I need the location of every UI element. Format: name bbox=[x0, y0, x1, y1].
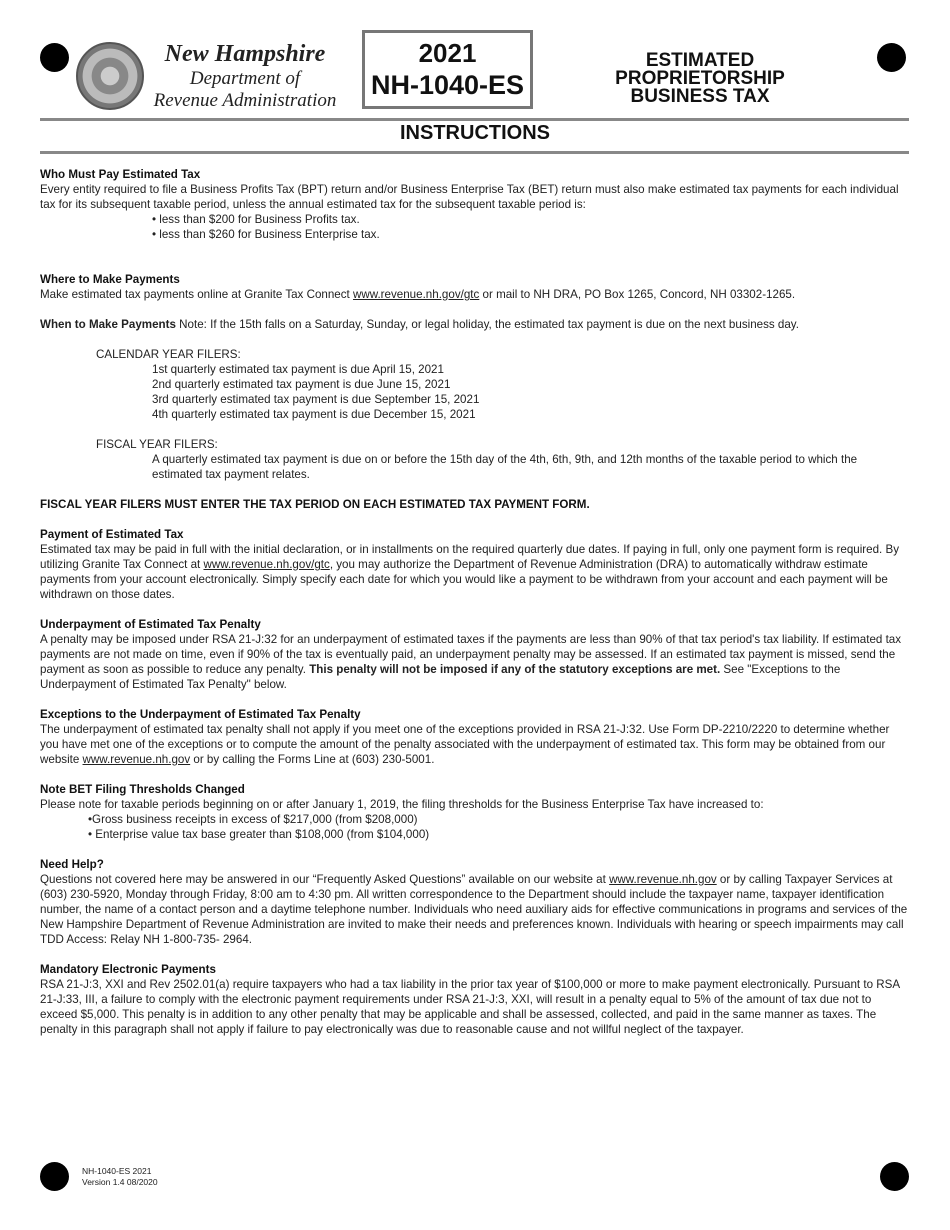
where-text-1: Make estimated tax payments online at Granite Tax Connect bbox=[40, 288, 353, 301]
form-footer bbox=[82, 1166, 158, 1188]
gtc-link[interactable]: www.revenue.nh.gov/gtc bbox=[203, 558, 330, 571]
agency-line-3: Revenue Administration bbox=[153, 90, 337, 111]
revenue-link[interactable]: www.revenue.nh.gov bbox=[609, 873, 717, 886]
bet-text: Please note for taxable periods beginning on or after January 1, 2019, the filing thresholds for the Business Enterprise Tax have increased to: bbox=[40, 798, 764, 811]
calendar-q2: 2nd quarterly estimated tax payment is due June 15, 2021 bbox=[152, 378, 451, 391]
help-text bbox=[40, 872, 910, 947]
registration-mark bbox=[40, 43, 69, 72]
calendar-label: CALENDAR YEAR FILERS: bbox=[96, 348, 241, 361]
registration-mark bbox=[877, 43, 906, 72]
form-id-box bbox=[362, 30, 533, 109]
payment-heading: Payment of Estimated Tax bbox=[40, 528, 184, 541]
when-line bbox=[40, 317, 910, 332]
bet-heading: Note BET Filing Thresholds Changed bbox=[40, 783, 245, 796]
exceptions-text-2: or by calling the Forms Line at (603) 230-5001. bbox=[190, 753, 435, 766]
exceptions-text bbox=[40, 722, 910, 767]
underpayment-text-2: See "Exceptions to the Underpayment of Estimated Tax Penalty" below. bbox=[40, 663, 841, 691]
header-rule bbox=[40, 118, 909, 121]
calendar-q1: 1st quarterly estimated tax payment is due April 15, 2021 bbox=[152, 363, 444, 376]
form-number: NH-1040-ES bbox=[370, 70, 525, 100]
footer-form-id: NH-1040-ES 2021 bbox=[82, 1166, 152, 1176]
payment-text bbox=[40, 542, 910, 602]
where-text-2: or mail to NH DRA, PO Box 1265, Concord, NH 03302-1265. bbox=[479, 288, 796, 301]
revenue-link[interactable]: www.revenue.nh.gov bbox=[82, 753, 191, 766]
exceptions-text-1: The underpayment of estimated tax penalty shall not apply if you meet one of the exceptions provided in RSA 21-J:32. Use Form DP-2210/2220 to determine whether you have met one of the exceptions or to compute the amount of the penalty associated with the underpayment of estimated tax. This form may be obtained from our website bbox=[40, 723, 890, 766]
payment-text-1: Estimated tax may be paid in full with the initial declaration, or in installments on the required quarterly due dates. If paying in full, only one payment form is required. By utilizing Granite Tax Connect at bbox=[40, 543, 900, 571]
title-rule bbox=[40, 151, 909, 154]
tax-name-line-3: BUSINESS TAX bbox=[630, 86, 770, 107]
underpayment-text bbox=[40, 632, 910, 692]
payment-text-2: , you may authorize the Department of Revenue Administration (DRA) to automatically withdraw estimate payments from your account electronically. Simply specify each date for which you would like a payment to be withdrawn from your account and each payment will be withdrawn on those dates. bbox=[40, 558, 888, 601]
registration-mark bbox=[40, 1162, 69, 1191]
where-heading: Where to Make Payments bbox=[40, 273, 180, 286]
footer-version: Version 1.4 08/2020 bbox=[82, 1177, 158, 1187]
registration-mark bbox=[880, 1162, 909, 1191]
tax-name bbox=[590, 52, 810, 106]
underpayment-heading: Underpayment of Estimated Tax Penalty bbox=[40, 618, 261, 631]
gtc-link[interactable]: www.revenue.nh.gov/gtc bbox=[352, 288, 480, 301]
instructions-body bbox=[40, 167, 910, 1037]
calendar-q3: 3rd quarterly estimated tax payment is due September 15, 2021 bbox=[152, 393, 480, 406]
when-heading: When to Make Payments bbox=[40, 318, 176, 331]
mandatory-heading: Mandatory Electronic Payments bbox=[40, 963, 216, 976]
underpayment-bold: This penalty will not be imposed if any of the statutory exceptions are met. bbox=[309, 663, 721, 676]
agency-line-2: Department of bbox=[189, 68, 301, 89]
where-text bbox=[40, 287, 910, 302]
state-seal-icon bbox=[76, 42, 144, 110]
calendar-q4: 4th quarterly estimated tax payment is due December 15, 2021 bbox=[152, 408, 476, 421]
who-bullet-bpt: • less than $200 for Business Profits tax. bbox=[152, 213, 360, 226]
underpayment-text-1: A penalty may be imposed under RSA 21-J:32 for an underpayment of estimated taxes if the payments are less than 90% of that tax period's tax liability. If estimated tax payments are not made on time, even if 90% of the tax is eventually paid, an underpayment penalty may be assessed. If an estimated tax payment is missed, send the payment as soon as possible to reduce any penalty. bbox=[40, 633, 902, 676]
fiscal-label: FISCAL YEAR FILERS: bbox=[96, 438, 218, 451]
who-heading: Who Must Pay Estimated Tax bbox=[40, 168, 201, 181]
help-heading: Need Help? bbox=[40, 858, 104, 871]
exceptions-heading: Exceptions to the Underpayment of Estimated Tax Penalty bbox=[40, 708, 361, 721]
bet-bullet-value: • Enterprise value tax base greater than $108,000 (from $104,000) bbox=[88, 828, 430, 841]
fiscal-notice: FISCAL YEAR FILERS MUST ENTER THE TAX PERIOD ON EACH ESTIMATED TAX PAYMENT FORM. bbox=[40, 498, 590, 511]
fiscal-text: A quarterly estimated tax payment is due on or before the 15th day of the 4th, 6th, 9th, and 12th months of the taxable period to which the estimated tax payment relates. bbox=[152, 453, 858, 481]
form-year: 2021 bbox=[418, 38, 477, 68]
when-note: Note: If the 15th falls on a Saturday, Sunday, or legal holiday, the estimated tax payment is due on the next business day. bbox=[175, 318, 799, 331]
tax-name-line-2: PROPRIETORSHIP bbox=[615, 68, 785, 89]
page-title: INSTRUCTIONS bbox=[400, 122, 550, 144]
mandatory-text: RSA 21-J:3, XXI and Rev 2502.01(a) require taxpayers who had a tax liability in the prior tax year of $100,000 or more to make payment electronically. Pursuant to RSA 21-J:33, III, a failure to comply with the electronic payment requirements under RSA 21-J:3, XXI, will result in a penalty equal to 5% of the amount of tax due not to exceed $5,000. This penalty is in addition to any other penalty that may be applicable and shall be assessed, collected, and paid in the same manner as taxes. The penalty in this paragraph shall not apply if failure to pay electronically was due to reasonable cause and not willful neglect of the taxpayer. bbox=[40, 978, 900, 1036]
who-text: Every entity required to file a Business Profits Tax (BPT) return and/or Business Enterprise Tax (BET) return must also make estimated tax payments for each individual tax for its subsequent taxable period, unless the annual estimated tax for the subsequent taxable period is: bbox=[40, 183, 899, 211]
help-text-1: Questions not covered here may be answered in our “Frequently Asked Questions” available on our website at bbox=[40, 873, 610, 886]
agency-line-1: New Hampshire bbox=[164, 41, 326, 67]
bet-bullet-receipts: •Gross business receipts in excess of $217,000 (from $208,000) bbox=[88, 813, 418, 826]
agency-name bbox=[140, 40, 350, 112]
help-text-2: or by calling Taxpayer Services at (603) 230-5920, Monday through Friday, 8:00 am to 4:30 pm. All written correspondence to the Department should include the taxpayer name, taxpayer identification number, the name of a contact person and a daytime telephone number. Individuals who need auxiliary aids for effective communications in programs and services of the New Hampshire Department of Revenue Administration are invited to make their needs and preferences known. Individuals with hearing or speech impairments may call TDD Access: Relay NH 1-800-735- 2964. bbox=[40, 873, 908, 946]
who-bullet-bet: • less than $260 for Business Enterprise tax. bbox=[152, 228, 380, 241]
tax-name-line-1: ESTIMATED bbox=[645, 50, 755, 71]
